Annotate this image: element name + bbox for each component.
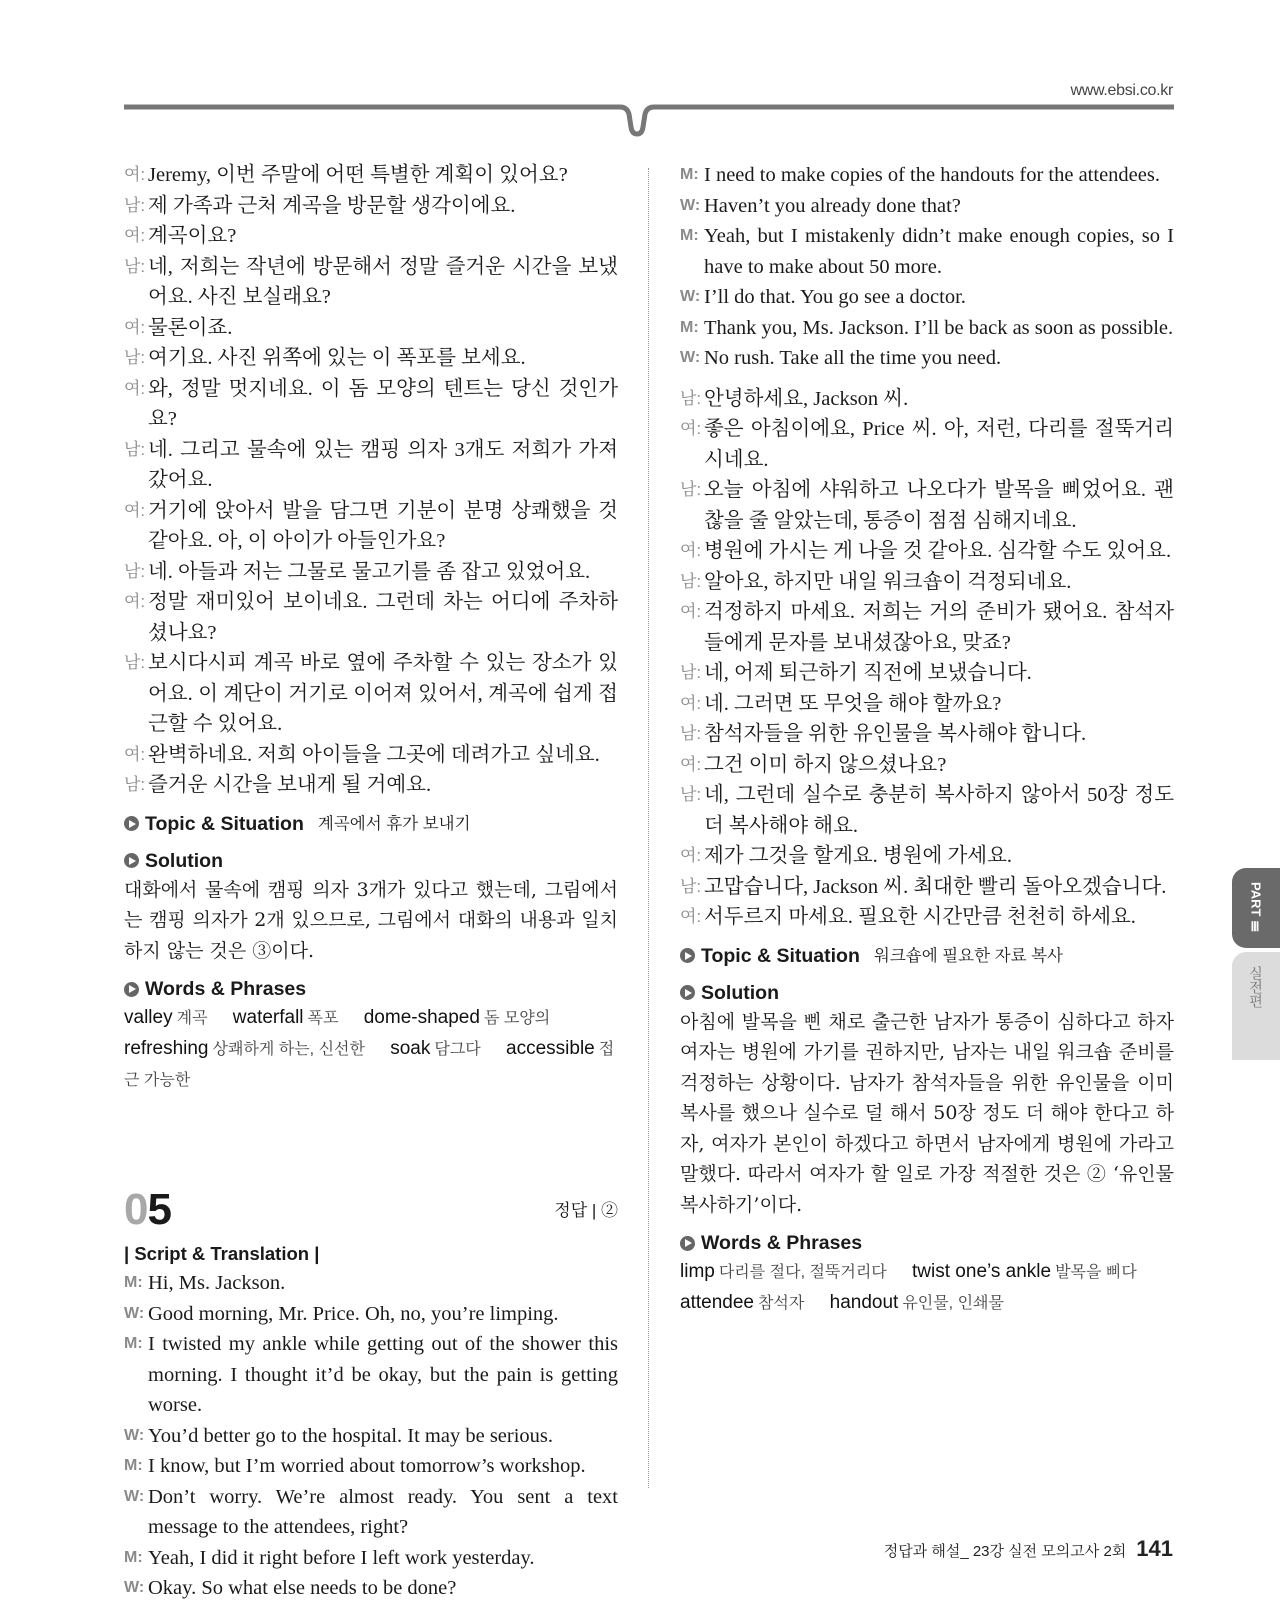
dialogue-line: 남: 네, 어제 퇴근하기 직전에 보냈습니다. <box>680 658 1174 689</box>
speaker-label: W: <box>680 288 701 305</box>
speaker-label: M: <box>124 1457 143 1474</box>
dialogue-line: W: You’d better go to the hospital. It may be serious. <box>124 1421 618 1452</box>
speaker-label: 남: <box>124 561 146 581</box>
speaker-label: 남: <box>124 653 146 672</box>
play-bullet-icon <box>124 853 139 868</box>
word: soak <box>390 1038 431 1059</box>
solution-heading: Solution <box>680 979 1174 1007</box>
word-meaning: 발목을 삐다 <box>1055 1264 1137 1281</box>
dialogue-line: W: I’ll do that. You go see a doctor. <box>680 282 1174 313</box>
speaker-label: W: <box>124 1487 145 1505</box>
word: limp <box>680 1261 715 1282</box>
words-heading: Words & Phrases <box>680 1229 1174 1257</box>
word-meaning: 다리를 절다, 절뚝거리다 <box>718 1264 887 1281</box>
word-meaning: 참석자 <box>757 1295 805 1312</box>
dialogue-line: M: Hi, Ms. Jackson. <box>124 1268 618 1299</box>
dialogue-line: 여: 병원에 가시는 게 나을 것 같아요. 심각할 수도 있어요. <box>680 536 1174 567</box>
play-bullet-icon <box>680 948 695 963</box>
speaker-label: W: <box>124 1304 145 1322</box>
solution-heading: Solution <box>124 847 618 875</box>
answer-label: 정답 | ② <box>554 1200 618 1220</box>
word-meaning: 폭포 <box>307 1010 339 1027</box>
dialogue-line: 남: 보시다시피 계곡 바로 옆에 주차할 수 있는 장소가 있어요. 이 계단이 거기로 이어져 있어서, 계곡에 쉽게 접근할 수 있어요. <box>124 648 618 740</box>
word-meaning: 계곡 <box>176 1010 208 1027</box>
word: refreshing <box>124 1038 209 1059</box>
word-meaning: 유인물, 인쇄물 <box>902 1295 1004 1312</box>
speaker-label: 여: <box>124 592 146 611</box>
dialogue-line: 여: 완벽하네요. 저희 아이들을 그곳에 데려가고 싶네요. <box>124 740 618 771</box>
dialogue-line: 여: 그건 이미 하지 않으셨나요? <box>680 750 1174 781</box>
dialogue-line: 여: 물론이죠. <box>124 313 618 344</box>
words-list <box>680 1257 1174 1319</box>
dialogue-line: 여: 서두르지 마세요. 필요한 시간만큼 천천히 하세요. <box>680 902 1174 933</box>
topic-heading: Topic & Situation 계곡에서 휴가 보내기 <box>124 810 618 838</box>
speaker-label: 여: <box>124 500 146 520</box>
dialogue-line: 남: 즐거운 시간을 보내게 될 거예요. <box>124 770 618 801</box>
page-footer <box>884 1536 1173 1562</box>
word: attendee <box>680 1292 754 1313</box>
question-number: 05 <box>124 1185 171 1234</box>
dialogue-line: W: No rush. Take all the time you need. <box>680 343 1174 374</box>
dialogue-line: 남: 네. 아들과 저는 그물로 물고기를 좀 잡고 있었어요. <box>124 557 618 588</box>
side-tab-part[interactable]: PART Ⅲ <box>1232 868 1280 948</box>
dialogue-line: W: Don’t worry. We’re almost ready. You sent a text message to the attendees, right? <box>124 1482 618 1543</box>
dialogue-line: M: I know, but I’m worried about tomorrow’s workshop. <box>124 1451 618 1482</box>
dialogue-line: 여: 제가 그것을 할게요. 병원에 가세요. <box>680 841 1174 872</box>
speaker-label: 남: <box>680 876 702 896</box>
play-bullet-icon <box>124 982 139 997</box>
dialogue-line: 남: 알아요, 하지만 내일 워크숍이 걱정되네요. <box>680 567 1174 598</box>
play-bullet-icon <box>680 1236 695 1251</box>
speaker-label: 여: <box>124 317 146 337</box>
topic-heading: Topic & Situation 워크숍에 필요한 자료 복사 <box>680 942 1174 970</box>
speaker-label: 남: <box>124 256 146 276</box>
dialogue-line: 남: 고맙습니다, Jackson 씨. 최대한 빨리 돌아오겠습니다. <box>680 872 1174 903</box>
word-meaning: 접근 가능한 <box>124 1041 615 1089</box>
speaker-label: 여: <box>124 744 146 764</box>
speaker-label: 남: <box>680 785 702 804</box>
speaker-label: W: <box>680 196 701 214</box>
speaker-label: 남: <box>680 724 702 743</box>
word: waterfall <box>232 1007 304 1028</box>
topic-value: 워크숍에 필요한 자료 복사 <box>873 946 1063 965</box>
dialogue-line: M: Thank you, Ms. Jackson. I’ll be back as soon as possible. <box>680 313 1174 344</box>
english-dialogue <box>680 160 1174 374</box>
question-number-row <box>124 1185 618 1234</box>
speaker-label: 남: <box>124 775 146 794</box>
dialogue-line: M: Yeah, but I mistakenly didn’t make enough copies, so I have to make about 50 more. <box>680 221 1174 282</box>
dialogue-line: 여: 좋은 아침이에요, Price 씨. 아, 저런, 다리를 절뚝거리시네요. <box>680 414 1174 475</box>
word: accessible <box>506 1038 595 1059</box>
word: dome-shaped <box>363 1007 480 1028</box>
speaker-label: M: <box>680 166 699 183</box>
site-url: www.ebsi.co.kr <box>1070 82 1173 99</box>
speaker-label: W: <box>124 1426 145 1444</box>
speaker-label: 여: <box>680 907 702 926</box>
play-bullet-icon <box>124 816 139 831</box>
left-column <box>124 160 618 1604</box>
header-rule <box>124 102 1174 142</box>
dialogue-line: 여: 네. 그러면 또 무엇을 해야 할까요? <box>680 689 1174 720</box>
dialogue-line: M: I need to make copies of the handouts for the attendees. <box>680 160 1174 191</box>
dialogue-line: 남: 오늘 아침에 샤워하고 나오다가 발목을 삐었어요. 괜찮을 줄 알았는데, 통증이 점점 심해지네요. <box>680 475 1174 536</box>
speaker-label: M: <box>124 1274 143 1291</box>
dialogue-line: 여: 거기에 앉아서 발을 담그면 기분이 분명 상쾌했을 것 같아요. 아, 이 아이가 아들인가요? <box>124 496 618 557</box>
speaker-label: 남: <box>680 571 702 591</box>
speaker-label: M: <box>680 318 699 336</box>
script-title: | Script & Translation | <box>124 1243 320 1264</box>
speaker-label: 남: <box>124 439 146 459</box>
dialogue-line: 남: 여기요. 사진 위쪽에 있는 이 폭포를 보세요. <box>124 343 618 374</box>
solution-text: 대화에서 물속에 캠핑 의자 3개가 있다고 했는데, 그림에서는 캠핑 의자가 2개 있으므로, 그림에서 대화의 내용과 일치하지 않는 것은 ③이다. <box>124 878 618 962</box>
dialogue-line: M: I twisted my ankle while getting out of the shower this morning. I thought it’d be okay, but the pain is getting worse. <box>124 1329 618 1421</box>
dialogue-line: 여: 계곡이요? <box>124 221 618 252</box>
speaker-label: 여: <box>680 541 702 560</box>
dialogue-line: 여: 와, 정말 멋지네요. 이 돔 모양의 텐트는 당신 것인가요? <box>124 374 618 435</box>
dialogue-line: M: Yeah, I did it right before I left work yesterday. <box>124 1543 618 1574</box>
speaker-label: 여: <box>680 846 702 865</box>
dialogue-line: W: Haven’t you already done that? <box>680 191 1174 222</box>
word: valley <box>124 1007 173 1028</box>
topic-value: 계곡에서 휴가 보내기 <box>317 814 471 833</box>
speaker-label: W: <box>680 349 701 366</box>
dialogue-line: 남: 제 가족과 근처 계곡을 방문할 생각이에요. <box>124 191 618 222</box>
page-number: 141 <box>1136 1536 1173 1561</box>
dialogue-line: 여: 정말 재미있어 보이네요. 그런데 차는 어디에 주차하셨나요? <box>124 587 618 648</box>
speaker-label: 여: <box>680 693 702 713</box>
word-meaning: 돔 모양의 <box>483 1010 551 1027</box>
speaker-label: 여: <box>124 378 146 398</box>
speaker-label: M: <box>124 1335 143 1352</box>
dialogue-line: 남: 네, 저희는 작년에 방문해서 정말 즐거운 시간을 보냈어요. 사진 보실래요? <box>124 252 618 313</box>
korean-dialogue <box>124 160 618 801</box>
dialogue-line: W: Okay. So what else needs to be done? <box>124 1573 618 1604</box>
word: handout <box>829 1292 899 1313</box>
speaker-label: 여: <box>124 226 146 245</box>
word-meaning: 상쾌하게 하는, 신선한 <box>212 1041 365 1058</box>
side-tab-section[interactable]: 실전편 <box>1232 952 1280 1060</box>
words-heading: Words & Phrases <box>124 975 618 1003</box>
korean-dialogue <box>680 384 1174 933</box>
dialogue-line: 남: 참석자들을 위한 유인물을 복사해야 합니다. <box>680 719 1174 750</box>
speaker-label: 남: <box>124 195 146 215</box>
speaker-label: 여: <box>680 602 702 621</box>
speaker-label: M: <box>124 1548 143 1566</box>
dialogue-line: 남: 안녕하세요, Jackson 씨. <box>680 384 1174 415</box>
speaker-label: 남: <box>680 388 702 408</box>
word-meaning: 담그다 <box>434 1041 481 1058</box>
dialogue-line: W: Good morning, Mr. Price. Oh, no, you’re limping. <box>124 1299 618 1330</box>
play-bullet-icon <box>680 985 695 1000</box>
speaker-label: 남: <box>680 663 702 682</box>
speaker-label: W: <box>124 1579 145 1596</box>
right-column <box>680 160 1174 1319</box>
column-divider <box>648 168 649 1488</box>
speaker-label: 남: <box>680 480 702 499</box>
dialogue-line: 남: 네. 그리고 물속에 있는 캠핑 의자 3개도 저희가 가져갔어요. <box>124 435 618 496</box>
speaker-label: 남: <box>124 348 146 367</box>
speaker-label: 여: <box>680 419 702 438</box>
word: twist one’s ankle <box>912 1261 1052 1282</box>
words-list <box>124 1003 618 1096</box>
speaker-label: M: <box>680 227 699 244</box>
english-dialogue <box>124 1268 618 1604</box>
speaker-label: 여: <box>680 754 702 774</box>
dialogue-line: 남: 네, 그런데 실수로 충분히 복사하지 않아서 50장 정도 더 복사해야 해요. <box>680 780 1174 841</box>
dialogue-line: 여: 걱정하지 마세요. 저희는 거의 준비가 됐어요. 참석자들에게 문자를 보내셨잖아요, 맞죠? <box>680 597 1174 658</box>
speaker-label: 여: <box>124 165 146 184</box>
footer-text: 정답과 해설_ 23강 실전 모의고사 2회 <box>883 1543 1127 1560</box>
dialogue-line: 여: Jeremy, 이번 주말에 어떤 특별한 계획이 있어요? <box>124 160 618 191</box>
solution-text: 아침에 발목을 삔 채로 출근한 남자가 통증이 심하다고 하자 여자는 병원에 가기를 권하지만, 남자는 내일 워크숍 준비를 걱정하는 상황이다. 남자가 참석자들을 위한 유인물을 이미 복사를 했으나 실수로 덜 해서 50장 정도 더 해야 한다고 하자, 여자가 본인이 하겠다고 하면서 남자에게 병원에 가라고 말했다. 따라서 여자가 할 일로 가장 적절한 것은 ② ‘유인물 복사하기’이다. <box>680 1010 1174 1216</box>
